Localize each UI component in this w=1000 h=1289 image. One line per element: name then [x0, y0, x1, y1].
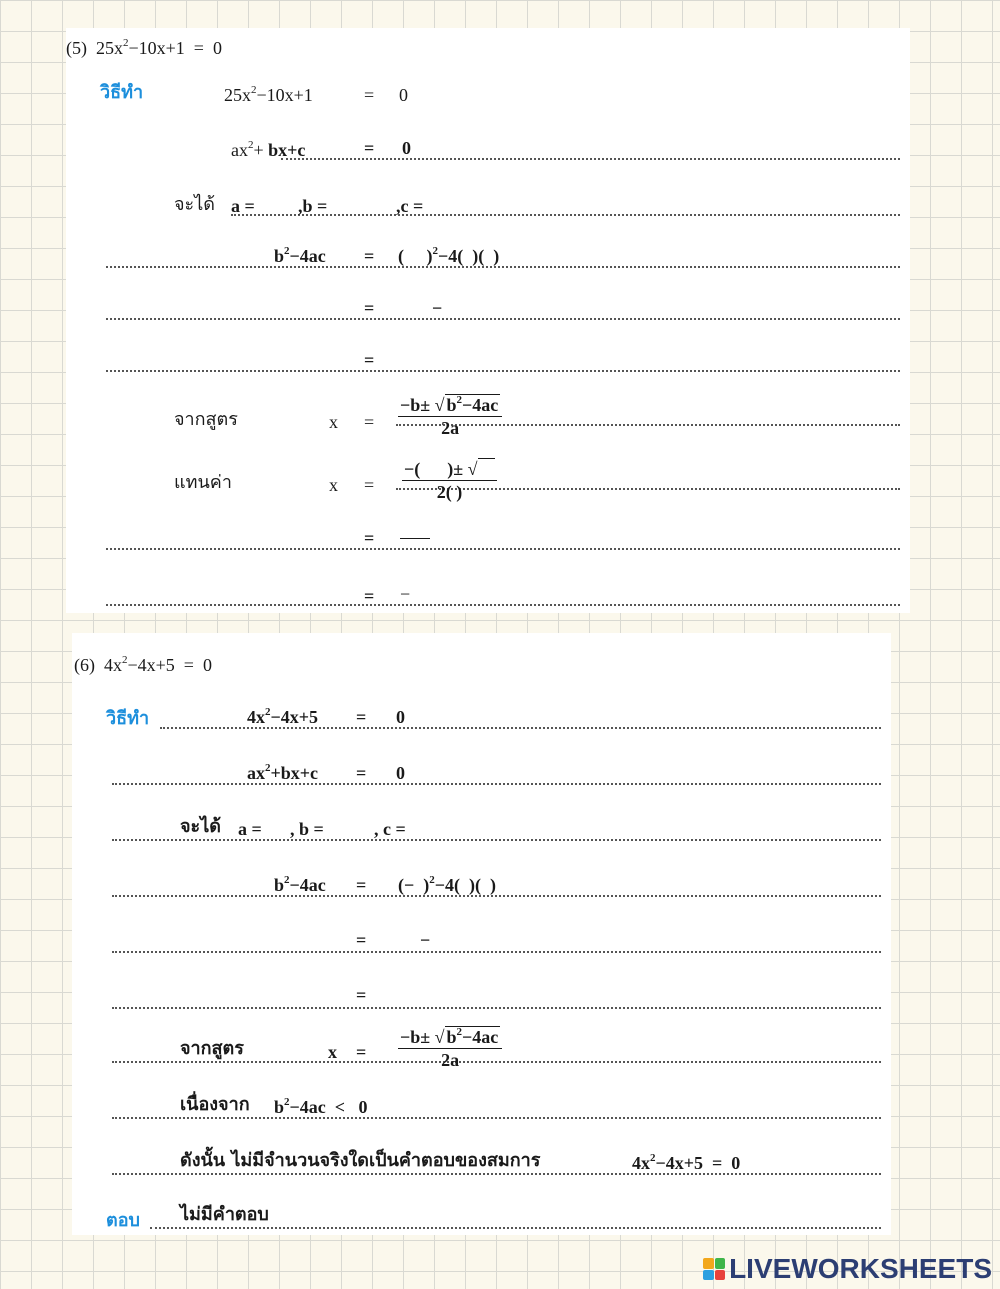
general-form-left: $ax^2+ bx+c$ [231, 139, 306, 160]
equation-left: $25x^2-10x+1$ [224, 84, 313, 105]
equation-right: 0 [396, 707, 405, 727]
liveworksheets-icon [703, 1258, 725, 1280]
since-expression: $b^2-4ac < 0$ [274, 1096, 368, 1117]
method-label: วิธีทำ [106, 708, 150, 729]
answer-line[interactable] [160, 727, 881, 729]
answer-text: ไม่มีคำตอบ [180, 1204, 269, 1225]
variable-x: x [329, 412, 338, 432]
answer-line[interactable] [112, 951, 881, 953]
since-label: เนื่องจาก [180, 1094, 250, 1115]
liveworksheets-logo [703, 1253, 992, 1285]
discriminant-substitution: ( )$^2$−4( )( ) [398, 245, 500, 266]
answer-line[interactable] [150, 1227, 881, 1229]
answer-line[interactable] [106, 604, 900, 606]
answer-line[interactable] [106, 548, 900, 550]
answer-line[interactable] [106, 266, 900, 268]
equals-sign: = [356, 930, 367, 950]
logo-text: LIVEWORKSHEETS [729, 1253, 992, 1284]
substitution-fraction: −( )± √ 2( ) [402, 458, 497, 503]
answer-line[interactable] [112, 1007, 881, 1009]
answer-line[interactable] [281, 158, 900, 160]
discriminant-label: $b^2-4ac$ [274, 874, 326, 895]
answer-line[interactable] [112, 1173, 881, 1175]
equals-sign: = [364, 586, 375, 606]
equals-sign: = [364, 528, 375, 548]
quadratic-formula: $\frac{-b\pm √ b^2-4ac}{2a}$ [398, 1026, 502, 1071]
answer-line[interactable] [231, 214, 900, 216]
equals-sign: = [356, 985, 367, 1005]
minus-sign: − [432, 298, 443, 318]
substitute-label: แทนค่า [174, 472, 232, 493]
problem-5-header: (5) $25x^2-10x+1 = 0$ [66, 37, 222, 58]
coef-c-label: , c = [374, 819, 406, 839]
discriminant-substitution: (− )$^2$−4( )( ) [398, 874, 496, 895]
answer-label: ตอบ [106, 1210, 140, 1231]
answer-line[interactable] [112, 783, 881, 785]
equals-sign: = [364, 475, 375, 495]
equals-sign: = [364, 298, 375, 318]
fraction-bar [400, 538, 430, 539]
equals-sign: = [364, 138, 375, 158]
equation-left: $4x^2-4x+5$ [247, 706, 319, 727]
formula-label: จากสูตร [180, 1038, 244, 1059]
equals-sign: = [364, 412, 375, 432]
answer-line[interactable] [112, 895, 881, 897]
equals-sign: = [364, 85, 375, 105]
coef-b-label: , b = [290, 819, 324, 839]
equals-sign: = [364, 350, 375, 370]
equals-sign: = [356, 1042, 367, 1062]
general-form-right: 0 [402, 138, 411, 158]
conclusion-equation: $4x^2-4x+5 = 0$ [632, 1152, 741, 1173]
so-label: จะได้ [174, 194, 215, 215]
equals-sign: = [356, 707, 367, 727]
variable-x: x [329, 475, 338, 495]
minus-sign: − [400, 584, 411, 604]
problem-6-header: (6) $4x^2-4x+5 = 0$ [74, 654, 212, 675]
equals-sign: = [364, 246, 375, 266]
answer-line[interactable] [106, 318, 900, 320]
coef-b-label: ,b = [298, 196, 328, 216]
problem-5-card [66, 28, 910, 613]
answer-line[interactable] [106, 370, 900, 372]
coef-a-label: a = [231, 196, 255, 216]
problem-6-card [72, 633, 891, 1235]
coef-a-label: a = [238, 819, 262, 839]
answer-line[interactable] [112, 1117, 881, 1119]
answer-line[interactable] [112, 839, 881, 841]
formula-label: จากสูตร [174, 409, 238, 430]
equals-sign: = [356, 875, 367, 895]
general-form-right: 0 [396, 763, 405, 783]
conclusion-text: ดังนั้น ไม่มีจำนวนจริงใดเป็นคำตอบของสมการ [180, 1150, 541, 1171]
method-label: วิธีทำ [100, 82, 144, 103]
variable-x: x [328, 1042, 337, 1062]
quadratic-formula: $\frac{-b\pm √ b^2-4ac}{2a}$ [398, 394, 502, 439]
minus-sign: − [420, 930, 431, 950]
discriminant-label: $b^2-4ac$ [274, 245, 326, 266]
so-label: จะได้ [180, 816, 221, 837]
coef-c-label: ,c = [396, 196, 424, 216]
equals-sign: = [356, 763, 367, 783]
equation-right: 0 [399, 85, 408, 105]
general-form-left: $ax^2+bx+c$ [247, 762, 319, 783]
